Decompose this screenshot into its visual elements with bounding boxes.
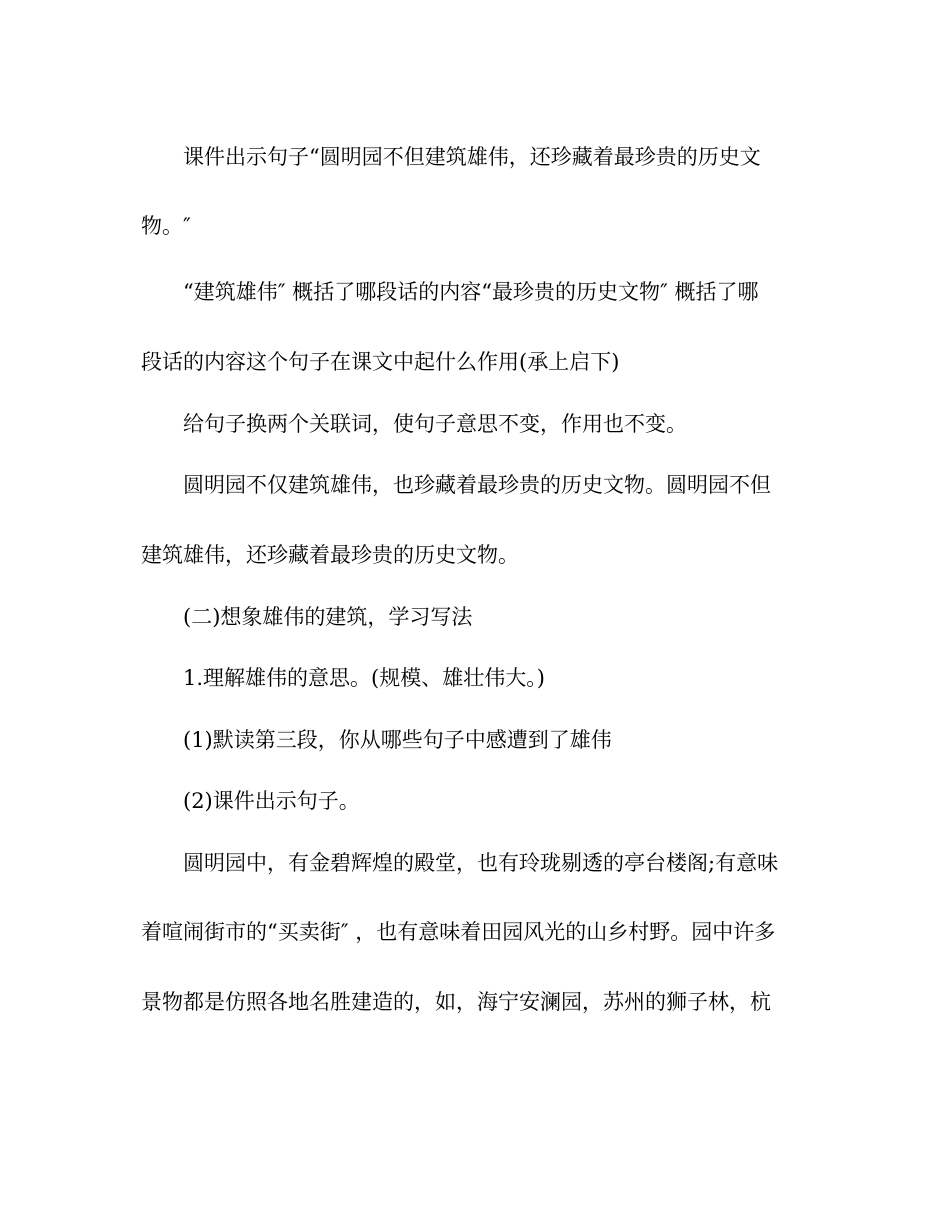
- paragraph-3-line-1: 给句子换两个关联词，使句子意思不变，作用也不变。: [183, 412, 687, 436]
- sub-item-2: (2)课件出示句子。: [183, 789, 360, 813]
- paragraph-5-line-3: 景物都是仿照各地名胜建造的，如，海宁安澜园，苏州的狮子林，杭: [141, 990, 771, 1014]
- paragraph-1-line-2: 物。″: [141, 214, 191, 238]
- list-item-1: 1.理解雄伟的意思。(规模、雄壮伟大。): [183, 666, 545, 690]
- paragraph-2-line-1: “建筑雄伟″ 概括了哪段话的内容“最珍贵的历史文物″ 概括了哪: [183, 280, 759, 304]
- paragraph-4-line-1: 圆明园不仅建筑雄伟，也珍藏着最珍贵的历史文物。圆明园不但: [183, 473, 771, 497]
- paragraph-5-line-1: 圆明园中，有金碧辉煌的殿堂，也有玲珑剔透的亭台楼阁;有意味: [183, 851, 779, 875]
- paragraph-2-line-2: 段话的内容这个句子在课文中起什么作用(承上启下): [141, 350, 620, 374]
- sub-item-1: (1)默读第三段，你从哪些句子中感遭到了雄伟: [183, 728, 612, 752]
- section-heading: (二)想象雄伟的建筑，学习写法: [183, 605, 473, 629]
- paragraph-4-line-2: 建筑雄伟，还珍藏着最珍贵的历史文物。: [141, 543, 519, 567]
- paragraph-5-line-2: 着喧闹街市的“买卖街″ ，也有意味着田园风光的山乡村野。园中许多: [141, 920, 776, 944]
- paragraph-1-line-1: 课件出示句子“圆明园不但建筑雄伟，还珍藏着最珍贵的历史文: [183, 145, 761, 169]
